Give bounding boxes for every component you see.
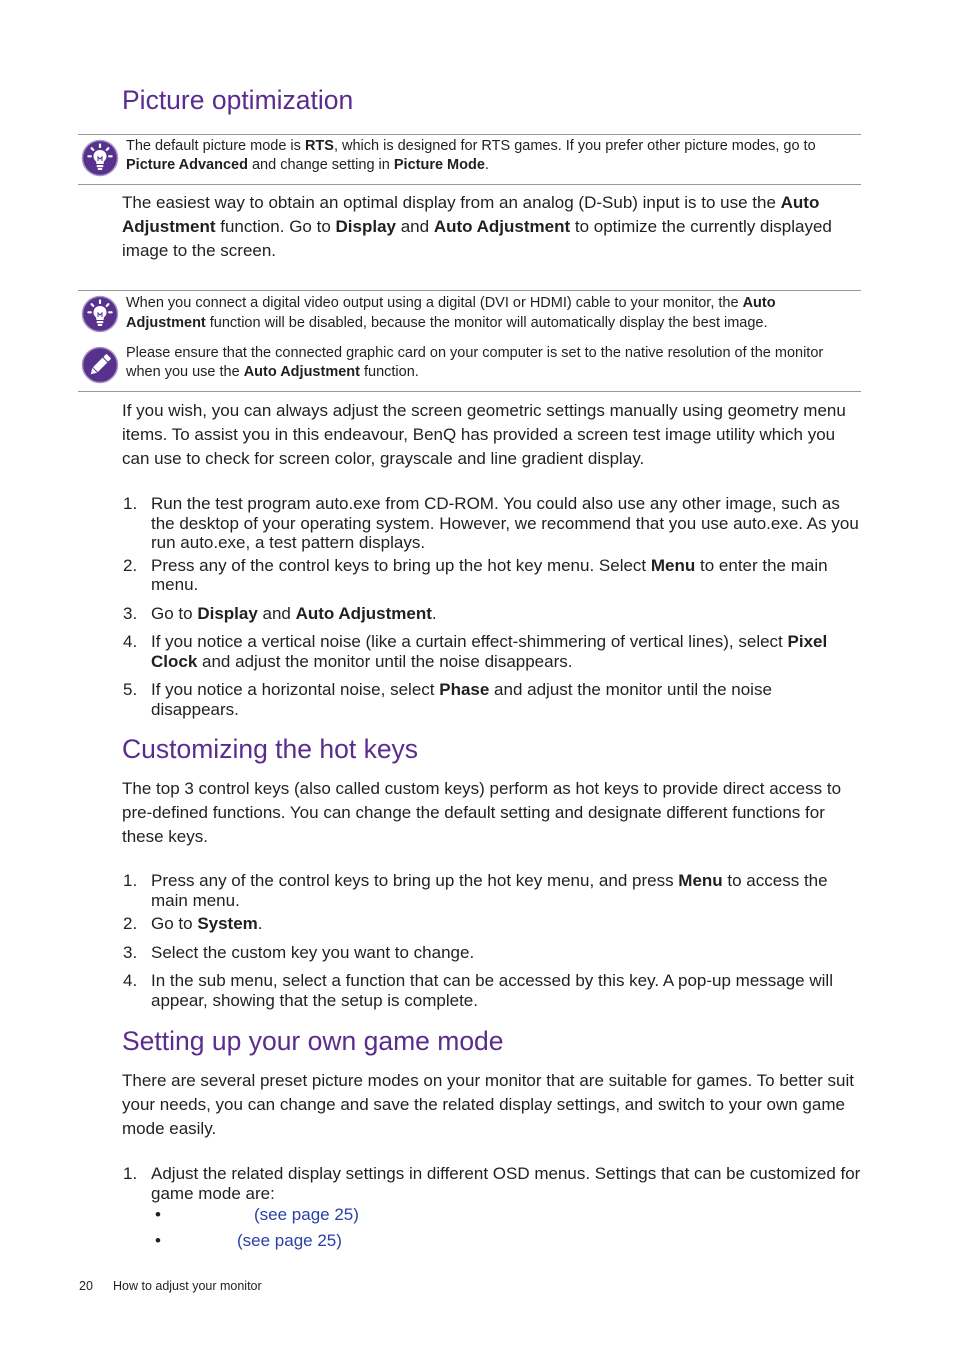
list-number: 2. xyxy=(123,914,138,933)
list-item xyxy=(122,632,862,671)
note-text: , which is designed for RTS games. If you prefer other picture modes, go to xyxy=(333,138,816,154)
list-item-text: Go to xyxy=(151,914,198,933)
paragraph-text: function. Go to xyxy=(215,217,336,236)
list-item xyxy=(122,494,862,553)
list-item xyxy=(122,971,862,1010)
list-item-text: . xyxy=(257,914,263,933)
note-divider-top xyxy=(78,134,861,135)
bold-term-auto-adjustment: Auto Adjustment xyxy=(433,217,571,236)
list-item-text: Press any of the control keys to bring up the hot key menu. Select xyxy=(151,555,651,575)
list-number: 1. xyxy=(123,1164,138,1183)
see-page-link[interactable]: (see page 25) xyxy=(237,1231,342,1250)
list-item-text: Run the test program auto.exe from CD-ROM. You could also use any other image, such as the desktop of your operating system. However, we recommend that you use auto.exe. As you run auto.exe, a test pattern displays. xyxy=(151,494,859,552)
list-item-text: If you notice a vertical noise (like a curtain effect-shimmering of vertical lines), select xyxy=(151,632,788,651)
game-mode-settings-list xyxy=(122,1205,862,1251)
list-number: 1. xyxy=(123,871,138,890)
list-number: 4. xyxy=(123,971,138,990)
note-text: function will be disabled, because the monitor will automatically display the best image. xyxy=(205,315,768,331)
bold-term-picture-mode: Picture Mode xyxy=(393,157,485,173)
note-text: The default picture mode is xyxy=(126,138,305,154)
bold-term-phase: Phase xyxy=(439,680,490,699)
see-page-link[interactable]: (see page 25) xyxy=(254,1205,359,1224)
bold-term-rts: RTS xyxy=(304,138,334,154)
section-heading-hot-keys: Customizing the hot keys xyxy=(122,734,419,764)
bold-term-auto-adjustment: Auto Adjustment xyxy=(126,295,776,331)
list-number: 5. xyxy=(123,680,138,699)
list-item xyxy=(122,914,862,934)
note-text: . xyxy=(484,157,489,173)
note-default-picture-mode xyxy=(126,137,856,175)
list-item-text: to access the main menu. xyxy=(151,871,828,910)
hot-keys-paragraph: The top 3 control keys (also called custom keys) perform as hot keys to provide direct access to pre-defined functions. You can change the default setting and designate different functions for these keys. xyxy=(122,779,842,846)
list-item-text: . xyxy=(431,603,437,623)
list-item-text: In the sub menu, select a function that can be accessed by this key. A pop-up message will appear, showing that the setup is complete. xyxy=(151,971,833,1010)
bold-term-auto-adjustment: Auto Adjustment xyxy=(243,364,360,380)
list-item xyxy=(122,943,862,963)
pencil-icon xyxy=(81,346,119,384)
note-text: When you connect a digital video output using a digital (DVI or HDMI) cable to your monitor, the xyxy=(126,295,743,311)
bold-term-system: System xyxy=(197,914,258,933)
note-text: function. xyxy=(359,364,419,380)
note-divider-top xyxy=(78,290,861,291)
geometry-paragraph: If you wish, you can always adjust the screen geometric settings manually using geometry menu items. To assist you in this endeavour, BenQ has provided a screen test image utility which you can use to check for screen color, grayscale and line gradient display. xyxy=(122,401,846,468)
bold-term-pixel-clock: Pixel Clock xyxy=(151,632,828,671)
footer-chapter-title: How to adjust your monitor xyxy=(113,1279,262,1293)
note-text: Please ensure that the connected graphic card on your computer is set to the native resolution of the monitor when you use the xyxy=(126,345,824,380)
list-number: 3. xyxy=(123,603,138,623)
paragraph-text: to optimize the currently displayed image to the screen. xyxy=(122,217,832,260)
list-item xyxy=(122,1231,862,1251)
bullet: • xyxy=(155,1231,161,1250)
list-number: 1. xyxy=(123,494,138,513)
bold-term-auto-adjustment: Auto Adjustment xyxy=(295,603,432,623)
list-item-text: Select the custom key you want to change. xyxy=(151,942,475,962)
section-heading-game-mode: Setting up your own game mode xyxy=(122,1026,504,1056)
note-text: and change setting in xyxy=(247,157,394,173)
bullet: • xyxy=(155,1205,161,1224)
bold-term-display: Display xyxy=(197,603,258,623)
list-item-text: and adjust the monitor until the noise disappears. xyxy=(151,680,772,719)
note-divider-bottom xyxy=(78,391,861,392)
auto-adjustment-paragraph xyxy=(122,191,862,263)
list-item-text: Press any of the control keys to bring up the hot key menu, and press xyxy=(151,871,679,890)
bold-term-menu: Menu xyxy=(678,871,723,890)
bold-term-auto-adjustment: Auto Adjustment xyxy=(122,193,820,236)
section-heading-picture-optimization: Picture optimization xyxy=(122,85,354,115)
list-item-text: and xyxy=(257,603,296,623)
list-item xyxy=(122,1205,862,1225)
list-item-text: Go to xyxy=(151,603,198,623)
list-item-text: If you notice a horizontal noise, select xyxy=(151,680,440,699)
list-item-text: Adjust the related display settings in different OSD menus. Settings that can be customized for game mode are: xyxy=(151,1164,861,1203)
list-item-text: to enter the main menu. xyxy=(151,555,828,594)
page-number: 20 xyxy=(79,1279,93,1293)
bold-term-picture-advanced: Picture Advanced xyxy=(126,157,248,173)
paragraph-text: and xyxy=(396,217,434,236)
note-native-resolution xyxy=(126,344,856,382)
list-number: 3. xyxy=(123,942,138,962)
auto-adjustment-steps-list xyxy=(122,494,862,719)
game-mode-paragraph: There are several preset picture modes on your monitor that are suitable for games. To better suit your needs, you can change and save the related display settings, and switch to your own game mode easily. xyxy=(122,1071,854,1138)
game-mode-steps-list xyxy=(122,1164,862,1203)
list-item xyxy=(122,871,862,910)
list-number: 4. xyxy=(123,632,138,651)
list-number: 2. xyxy=(123,555,138,575)
note-digital-input xyxy=(126,293,856,333)
list-item xyxy=(122,680,862,719)
lightbulb-icon xyxy=(81,295,119,333)
lightbulb-icon xyxy=(81,139,119,177)
hot-keys-steps-list xyxy=(122,871,862,1010)
bold-term-display: Display xyxy=(335,217,396,236)
bold-term-menu: Menu xyxy=(650,555,696,575)
list-item xyxy=(122,1164,862,1203)
note-divider-bottom xyxy=(78,184,861,185)
list-item xyxy=(122,604,862,624)
list-item-text: and adjust the monitor until the noise disappears. xyxy=(197,651,573,671)
list-item xyxy=(122,556,862,595)
paragraph-text: The easiest way to obtain an optimal display from an analog (D-Sub) input is to use the xyxy=(122,193,781,212)
